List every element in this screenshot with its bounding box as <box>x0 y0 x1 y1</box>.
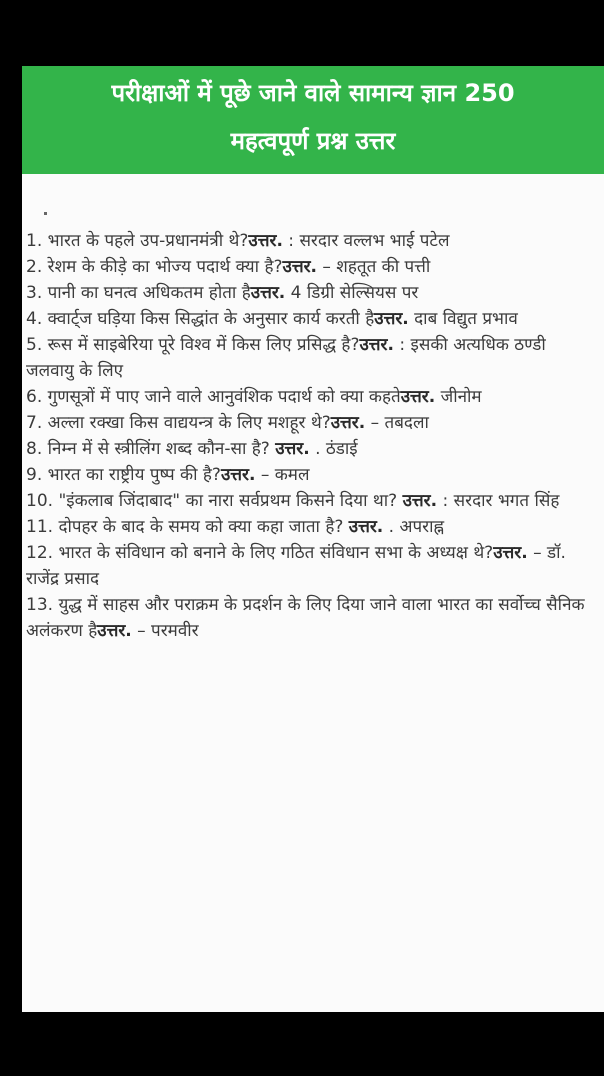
question-text: 5. रूस में साइबेरिया पूरे विश्व में किस लिए प्रसिद्ध है? <box>26 335 360 355</box>
answer-text: दाब विद्युत प्रभाव <box>408 309 518 329</box>
answer-text: : सरदार भगत सिंह <box>437 491 560 511</box>
answer-label: उत्तर. <box>348 517 384 537</box>
list-item <box>26 306 596 332</box>
question-text: 13. युद्ध में साहस और पराक्रम के प्रदर्शन के लिए दिया जाने वाला भारत का सर्वोच्च सैनिक अलंकरण है <box>26 595 585 641</box>
answer-label: उत्तर. <box>275 439 310 459</box>
list-item <box>26 540 596 592</box>
question-text: 6. गुणसूत्रों में पाए जाने वाले आनुवंशिक पदार्थ को क्या कहते <box>26 387 401 407</box>
answer-text: 4 डिग्री सेल्सियस पर <box>285 283 419 303</box>
answer-label: उत्तर. <box>359 335 394 355</box>
answer-text: . अपराह्न <box>383 517 445 537</box>
list-item <box>26 332 596 384</box>
question-text: 4. क्वार्ट्ज घड़िया किस सिद्धांत के अनुसार कार्य करती है <box>26 309 375 329</box>
list-item <box>26 384 596 410</box>
bullet-mark <box>44 212 47 215</box>
question-text: 11. दोपहर के बाद के समय को क्या कहा जाता है? <box>26 517 349 537</box>
list-item <box>26 592 596 644</box>
list-item <box>26 514 596 540</box>
list-item <box>26 228 596 254</box>
answer-label: उत्तर. <box>493 543 528 563</box>
question-text: 9. भारत का राष्ट्रीय पुष्प की है? <box>26 465 221 485</box>
page-title-line-2: महत्वपूर्ण प्रश्न उत्तर <box>230 127 396 155</box>
answer-label: उत्तर. <box>400 387 436 407</box>
list-item <box>26 462 596 488</box>
answer-text: – कमल <box>255 465 310 485</box>
question-list <box>26 228 596 644</box>
answer-label: उत्तर. <box>250 283 286 303</box>
list-item <box>26 436 596 462</box>
answer-text: – शहतूत की पत्ती <box>316 257 431 277</box>
question-text: 8. निम्न में से स्त्रीलिंग शब्द कौन-सा है? <box>26 439 276 459</box>
answer-label: उत्तर. <box>220 465 256 485</box>
answer-label: उत्तर. <box>402 491 438 511</box>
list-item <box>26 254 596 280</box>
answer-text: . ठंडाई <box>309 439 358 459</box>
answer-label: उत्तर. <box>330 413 366 433</box>
list-item <box>26 280 596 306</box>
answer-label: उत्तर. <box>374 309 409 329</box>
question-text: 10. "इंकलाब जिंदाबाद" का नारा सर्वप्रथम किसने दिया था? <box>26 491 403 511</box>
answer-text: – डॉ. राजेंद्र प्रसाद <box>26 543 566 589</box>
question-text: 12. भारत के संविधान को बनाने के लिए गठित संविधान सभा के अध्यक्ष थे? <box>26 543 494 563</box>
answer-text: : सरदार वल्लभ भाई पटेल <box>282 231 450 251</box>
list-item <box>26 410 596 436</box>
answer-text: : इसकी अत्यधिक ठण्डी जलवायु के लिए <box>26 335 546 381</box>
page-title-line-1: परीक्षाओं में पूछे जाने वाले सामान्य ज्ञान 250 <box>111 79 515 107</box>
question-text: 1. भारत के पहले उप-प्रधानमंत्री थे? <box>26 231 249 251</box>
question-text: 7. अल्ला रक्खा किस वाद्ययन्त्र के लिए मशहूर थे? <box>26 413 331 433</box>
question-text: 3. पानी का घनत्व अधिकतम होता है <box>26 283 251 303</box>
answer-label: उत्तर. <box>97 621 132 641</box>
answer-text: – तबदला <box>365 413 429 433</box>
list-item <box>26 488 596 514</box>
question-text: 2. रेशम के कीड़े का भोज्य पदार्थ क्या है? <box>26 257 283 277</box>
answer-label: उत्तर. <box>282 257 317 277</box>
answer-label: उत्तर. <box>248 231 283 251</box>
title-banner <box>22 66 604 174</box>
answer-text: जीनोम <box>435 387 482 407</box>
answer-text: – परमवीर <box>131 621 199 641</box>
